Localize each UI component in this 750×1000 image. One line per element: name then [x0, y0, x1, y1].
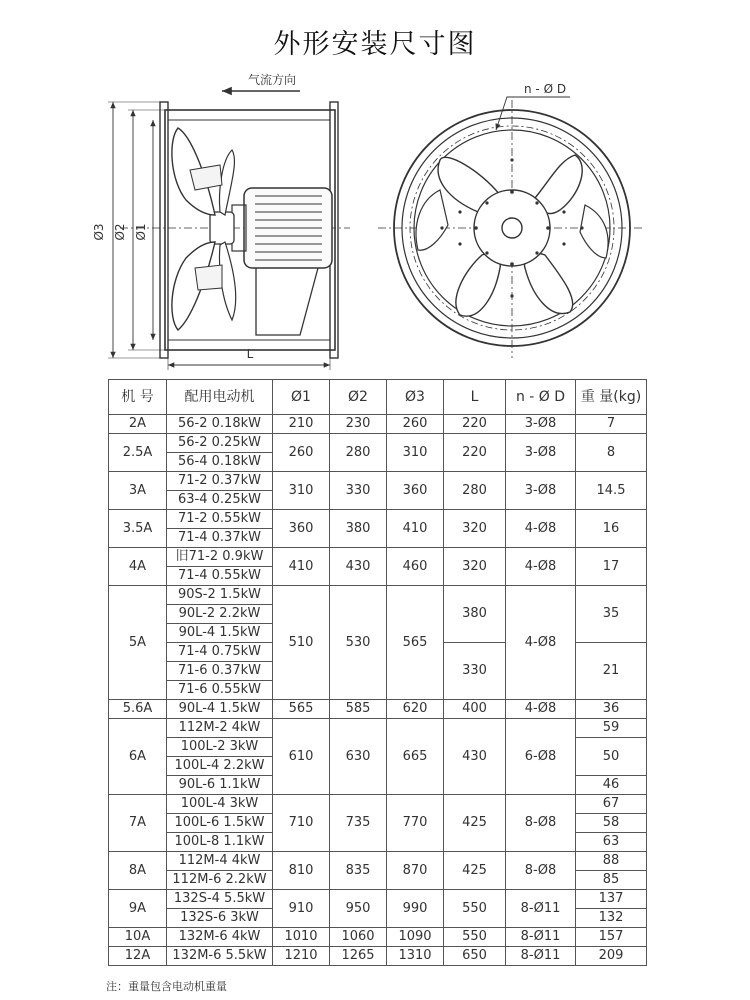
weight-cell: 17 — [576, 548, 647, 586]
motor-cell: 71-6 0.37kW — [167, 662, 273, 681]
weight-cell: 157 — [576, 928, 647, 947]
table-row — [109, 719, 647, 738]
d3-cell: 410 — [387, 510, 444, 548]
table-row — [109, 415, 647, 434]
model-cell: 7A — [109, 795, 167, 852]
airflow-label: 气流方向 — [248, 73, 297, 87]
d2-cell: 735 — [330, 795, 387, 852]
dim-l-label: L — [246, 347, 254, 361]
technical-drawing — [0, 0, 750, 375]
weight-cell: 67 — [576, 795, 647, 814]
table-row — [109, 928, 647, 947]
holes-cell: 8-Ø8 — [506, 852, 576, 890]
length-cell: 380 — [444, 586, 506, 643]
weight-cell: 50 — [576, 738, 647, 776]
column-header: 机 号 — [109, 380, 167, 415]
column-header: L — [444, 380, 506, 415]
motor-cell: 100L-6 1.5kW — [167, 814, 273, 833]
weight-cell: 14.5 — [576, 472, 647, 510]
d1-cell: 810 — [273, 852, 330, 890]
table-row — [109, 548, 647, 567]
column-header: 重 量(kg) — [576, 380, 647, 415]
weight-cell: 137 — [576, 890, 647, 909]
d1-cell: 410 — [273, 548, 330, 586]
holes-cell: 3-Ø8 — [506, 434, 576, 472]
d2-cell: 1060 — [330, 928, 387, 947]
weight-cell: 209 — [576, 947, 647, 966]
length-cell: 550 — [444, 928, 506, 947]
table-row — [109, 795, 647, 814]
weight-cell: 35 — [576, 586, 647, 643]
model-cell: 9A — [109, 890, 167, 928]
d3-cell: 665 — [387, 719, 444, 795]
d1-cell: 565 — [273, 700, 330, 719]
column-header: Ø1 — [273, 380, 330, 415]
weight-cell: 36 — [576, 700, 647, 719]
length-cell: 330 — [444, 643, 506, 700]
d3-cell: 460 — [387, 548, 444, 586]
model-cell: 5A — [109, 586, 167, 700]
d1-cell: 310 — [273, 472, 330, 510]
front-view — [378, 97, 645, 358]
motor-cell: 100L-2 3kW — [167, 738, 273, 757]
table-row — [109, 947, 647, 966]
table-row — [109, 510, 647, 529]
table-row — [109, 852, 647, 871]
d1-cell: 710 — [273, 795, 330, 852]
d3-cell: 870 — [387, 852, 444, 890]
table-row — [109, 890, 647, 909]
d1-cell: 510 — [273, 586, 330, 700]
holes-cell: 4-Ø8 — [506, 548, 576, 586]
length-cell: 425 — [444, 852, 506, 890]
weight-cell: 132 — [576, 909, 647, 928]
holes-cell: 4-Ø8 — [506, 700, 576, 719]
motor-cell: 71-2 0.55kW — [167, 510, 273, 529]
weight-cell: 16 — [576, 510, 647, 548]
d2-cell: 380 — [330, 510, 387, 548]
model-cell: 3A — [109, 472, 167, 510]
motor-cell: 90L-2 2.2kW — [167, 605, 273, 624]
model-cell: 12A — [109, 947, 167, 966]
motor-cell: 112M-2 4kW — [167, 719, 273, 738]
weight-cell: 58 — [576, 814, 647, 833]
motor-cell: 132S-4 5.5kW — [167, 890, 273, 909]
holes-cell: 4-Ø8 — [506, 510, 576, 548]
d2-cell: 630 — [330, 719, 387, 795]
d2-cell: 835 — [330, 852, 387, 890]
motor-cell: 56-2 0.18kW — [167, 415, 273, 434]
d2-cell: 330 — [330, 472, 387, 510]
table-row — [109, 700, 647, 719]
d3-cell: 620 — [387, 700, 444, 719]
d3-cell: 360 — [387, 472, 444, 510]
d2-cell: 1265 — [330, 947, 387, 966]
dim-d1-label: Ø1 — [134, 223, 148, 241]
column-header: n - Ø D — [506, 380, 576, 415]
length-cell: 320 — [444, 510, 506, 548]
weight-cell: 46 — [576, 776, 647, 795]
weight-cell: 85 — [576, 871, 647, 890]
table-row — [109, 434, 647, 453]
d2-cell: 585 — [330, 700, 387, 719]
length-cell: 280 — [444, 472, 506, 510]
d3-cell: 260 — [387, 415, 444, 434]
d2-cell: 530 — [330, 586, 387, 700]
d2-cell: 230 — [330, 415, 387, 434]
holes-cell: 8-Ø11 — [506, 890, 576, 928]
weight-cell: 8 — [576, 434, 647, 472]
model-cell: 10A — [109, 928, 167, 947]
d1-cell: 260 — [273, 434, 330, 472]
column-header: Ø2 — [330, 380, 387, 415]
motor-cell: 56-2 0.25kW — [167, 434, 273, 453]
motor-cell: 132M-6 5.5kW — [167, 947, 273, 966]
dim-d3-label: Ø3 — [92, 223, 106, 241]
holes-cell: 8-Ø11 — [506, 928, 576, 947]
model-cell: 2.5A — [109, 434, 167, 472]
table-row — [109, 472, 647, 491]
length-cell: 220 — [444, 415, 506, 434]
d1-cell: 1210 — [273, 947, 330, 966]
column-header: 配用电动机 — [167, 380, 273, 415]
length-cell: 650 — [444, 947, 506, 966]
d1-cell: 910 — [273, 890, 330, 928]
holes-cell: 6-Ø8 — [506, 719, 576, 795]
length-cell: 550 — [444, 890, 506, 928]
length-cell: 425 — [444, 795, 506, 852]
length-cell: 320 — [444, 548, 506, 586]
d3-cell: 770 — [387, 795, 444, 852]
d1-cell: 360 — [273, 510, 330, 548]
motor-cell: 132M-6 4kW — [167, 928, 273, 947]
weight-cell: 88 — [576, 852, 647, 871]
model-cell: 3.5A — [109, 510, 167, 548]
hole-label: n - Ø D — [524, 82, 567, 96]
d2-cell: 430 — [330, 548, 387, 586]
d3-cell: 990 — [387, 890, 444, 928]
holes-cell: 3-Ø8 — [506, 415, 576, 434]
column-header: Ø3 — [387, 380, 444, 415]
motor-cell: 100L-8 1.1kW — [167, 833, 273, 852]
motor-cell: 112M-6 2.2kW — [167, 871, 273, 890]
motor-cell: 71-4 0.75kW — [167, 643, 273, 662]
motor-cell: 90S-2 1.5kW — [167, 586, 273, 605]
d3-cell: 1090 — [387, 928, 444, 947]
table-header-row — [109, 380, 647, 415]
motor-cell: 71-6 0.55kW — [167, 681, 273, 700]
holes-cell: 8-Ø8 — [506, 795, 576, 852]
d3-cell: 310 — [387, 434, 444, 472]
motor-cell: 63-4 0.25kW — [167, 491, 273, 510]
model-cell: 4A — [109, 548, 167, 586]
weight-cell: 63 — [576, 833, 647, 852]
d1-cell: 610 — [273, 719, 330, 795]
d1-cell: 210 — [273, 415, 330, 434]
d1-cell: 1010 — [273, 928, 330, 947]
page-title: 外形安装尺寸图 — [273, 29, 477, 60]
holes-cell: 4-Ø8 — [506, 586, 576, 700]
weight-cell: 7 — [576, 415, 647, 434]
d2-cell: 950 — [330, 890, 387, 928]
motor-cell: 56-4 0.18kW — [167, 453, 273, 472]
model-cell: 5.6A — [109, 700, 167, 719]
dim-d2-label: Ø2 — [113, 223, 127, 241]
weight-cell: 21 — [576, 643, 647, 700]
motor-cell: 100L-4 3kW — [167, 795, 273, 814]
spec-table — [108, 379, 647, 966]
motor-cell: 132S-6 3kW — [167, 909, 273, 928]
motor-cell: 71-4 0.37kW — [167, 529, 273, 548]
motor-cell: 100L-4 2.2kW — [167, 757, 273, 776]
length-cell: 430 — [444, 719, 506, 795]
length-cell: 400 — [444, 700, 506, 719]
table-row — [109, 586, 647, 605]
motor-cell: 112M-4 4kW — [167, 852, 273, 871]
length-cell: 220 — [444, 434, 506, 472]
holes-cell: 8-Ø11 — [506, 947, 576, 966]
motor-cell: 旧71-2 0.9kW — [167, 548, 273, 567]
model-cell: 6A — [109, 719, 167, 795]
motor-cell: 90L-4 1.5kW — [167, 624, 273, 643]
weight-cell: 59 — [576, 719, 647, 738]
holes-cell: 3-Ø8 — [506, 472, 576, 510]
motor-cell: 71-2 0.37kW — [167, 472, 273, 491]
motor-cell: 90L-6 1.1kW — [167, 776, 273, 795]
d3-cell: 1310 — [387, 947, 444, 966]
footnote: 注：重量包含电动机重量 — [106, 980, 227, 993]
model-cell: 2A — [109, 415, 167, 434]
motor-cell: 71-4 0.55kW — [167, 567, 273, 586]
d3-cell: 565 — [387, 586, 444, 700]
motor-cell: 90L-4 1.5kW — [167, 700, 273, 719]
model-cell: 8A — [109, 852, 167, 890]
d2-cell: 280 — [330, 434, 387, 472]
